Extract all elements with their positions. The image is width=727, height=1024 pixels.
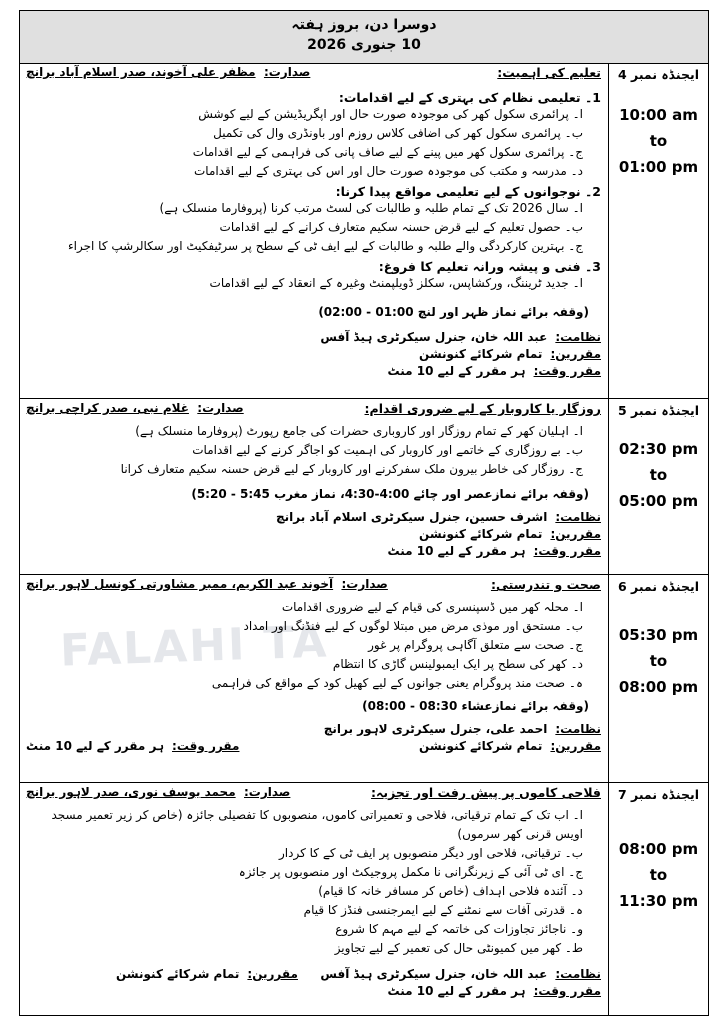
speaker-time-label: مقرر وقت:	[533, 984, 601, 998]
speaker-time-value: ہر مقرر کے لیے 10 منٹ	[387, 984, 526, 998]
list-item: ا۔ اب تک کے تمام ترقیاتی، فلاحی و تعمیراتی کاموں، منصوبوں کا تفصیلی جائزہ (خاص کر زیر تعمیر مسجد اویس قرنی کھر سرموں)	[51, 808, 583, 841]
list-item: ہ۔ صحت مند پروگرام یعنی جوانوں کے لیے کھیل کود کے مواقع کی فراہمی	[211, 676, 583, 690]
time-start: 10:00 am	[619, 106, 698, 124]
time-to: to	[649, 132, 668, 150]
time-column	[608, 575, 708, 782]
agenda-content	[20, 399, 607, 574]
time-start: 02:30 pm	[618, 440, 699, 458]
section-title: 2۔ نوجوانوں کے لیے تعلیمی مواقع پیدا کرنا:	[335, 184, 601, 199]
day-date: 10 جنوری 2026	[307, 37, 421, 53]
presidency-label: صدارت:	[244, 785, 291, 799]
list-item: ج۔ روزگار کی خاطر بیرون ملک سفرکرنے اور کاروبار کے لیے قرض حسنہ سکیم متعارف کرانا	[120, 462, 583, 476]
time-end: 11:30 pm	[618, 892, 699, 910]
time-column	[608, 783, 708, 1015]
moderator-label: نظامت:	[555, 722, 601, 736]
list-item: ج۔ بہترین کارکردگی والے طلبہ و طالبات کے لیے ایف ٹی کے سطح پر سرٹیفکیٹ اور سکالرشپ کا اجراء	[68, 239, 583, 253]
list-item: ا۔ محلہ کھر میں ڈسپنسری کی قیام کے لیے ضروری اقدامات	[281, 600, 583, 614]
speaker-time-label: مقرر وقت:	[533, 364, 601, 378]
list-item: ب۔ ترقیاتی، فلاحی اور دیگر منصوبوں پر ایف ٹی کے کا کردار	[279, 846, 583, 860]
list-item: د۔ مدرسہ و مکتب کی موجودہ صورت حال اور اس کی بہتری کے لیے اقدامات	[193, 164, 583, 178]
agenda-number: ایجنڈہ نمبر 4	[618, 67, 699, 82]
speaker-time-label: مقرر وقت:	[533, 544, 601, 558]
agenda-number: ایجنڈہ نمبر 7	[618, 787, 699, 802]
list-item: ا۔ اہلیان کھر کے تمام روزگار اور کاروباری حضرات کی جامع رپورٹ (پروفارما منسلک ہے)	[135, 424, 583, 438]
presidency-label: صدارت:	[197, 401, 244, 415]
agenda-topic: صحت و تندرستی:	[490, 577, 601, 592]
moderator	[26, 509, 601, 526]
speakers-label: مقررین:	[550, 739, 601, 753]
speakers-value: تمام شرکائے کنونشن	[419, 739, 543, 753]
presidency-label: صدارت:	[341, 577, 388, 591]
presidency	[26, 785, 290, 799]
speakers-label: مقررین:	[247, 967, 298, 981]
speaker-time-value: ہر مقرر کے لیے 10 منٹ	[387, 544, 526, 558]
speakers	[26, 346, 601, 363]
agenda-number: ایجنڈہ نمبر 5	[618, 403, 699, 418]
time-end: 08:00 pm	[618, 678, 699, 696]
moderator-label: نظامت:	[555, 510, 601, 524]
list-item: ط۔ کھر میں کمیونٹی حال کی تعمیر کے لیے تجاویز	[334, 941, 583, 955]
agenda-row-4	[20, 63, 708, 399]
speaker-time-value: ہر مقرر کے لیے 10 منٹ	[387, 364, 526, 378]
list-item: ا۔ پرائمری سکول کھر کی موجودہ صورت حال اور اپگریڈیشن کے لیے کوشش	[198, 107, 583, 121]
time-column	[608, 399, 708, 574]
break-note: (وقفہ برائے نمازعشاء 08:30 - 08:00)	[362, 699, 589, 713]
speaker-time-label: مقرر وقت:	[172, 739, 240, 753]
list-item: ب۔ پرائمری سکول کھر کی اضافی کلاس روزم اور باونڈری وال کی تکمیل	[213, 126, 583, 140]
presidency-value: محمد یوسف نوری، صدر لاہور برانچ	[26, 785, 236, 799]
presidency	[26, 577, 388, 591]
speakers	[116, 966, 298, 983]
list-item: ا۔ جدید ٹریننگ، ورکشاپس، سکلز ڈویلپمنٹ وغیرہ کے انعقاد کے لیے اقدامات	[209, 276, 583, 290]
day-header	[20, 11, 708, 64]
moderator	[26, 329, 601, 346]
list-item: ب۔ مستحق اور موذی مرض میں مبتلا لوگوں کے لیے فنڈنگ اور امداد	[243, 619, 583, 633]
presidency-label: صدارت:	[263, 65, 311, 79]
time-end: 01:00 pm	[618, 158, 699, 176]
speakers-value: تمام شرکائے کنونشن	[419, 347, 543, 361]
speakers-label: مقررین:	[550, 347, 601, 361]
time-to: to	[649, 466, 668, 484]
list-item: د۔ کھر کی سطح پر ایک ایمبولینس گاڑی کا انتظام	[332, 657, 583, 671]
break-note: (وقفہ برائے نماز ظہر اور لنچ 01:00 - 02:00)	[318, 305, 589, 319]
list-item: ج۔ ای ٹی آئی کے زیرنگرانی نا مکمل پروجیکٹ اور منصوبوں پر جائزہ	[238, 865, 583, 879]
list-item: و۔ ناجائز تجاوزات کی خاتمہ کے لیے مہم کا شروع	[335, 922, 583, 936]
moderator-value: عبد اللہ خان، جنرل سیکرٹری ہیڈ آفس	[320, 967, 548, 981]
break-note: (وقفہ برائے نمازعصر اور چائے 4:00-4:30، نماز مغرب 5:45 - 5:20)	[191, 487, 589, 501]
presidency	[26, 65, 310, 79]
time-column	[608, 63, 708, 398]
day-title: دوسرا دن، بروز ہفتہ	[291, 17, 437, 33]
speakers-value: تمام شرکائے کنونشن	[419, 527, 543, 541]
list-item: ج۔ پرائمری سکول کھر میں پینے کے لیے صاف پانی کی فراہمی کے لیے اقدامات	[192, 145, 583, 159]
speakers-label: مقررین:	[550, 527, 601, 541]
agenda-topic: فلاحی کاموں پر پیش رفت اور تجزیہ:	[371, 785, 601, 800]
speaker-time	[26, 543, 601, 560]
agenda-row-5	[20, 399, 708, 575]
agenda-content	[20, 783, 607, 1015]
speaker-time	[26, 363, 601, 380]
speaker-time-value: ہر مقرر کے لیے 10 منٹ	[26, 739, 165, 753]
time-start: 05:30 pm	[618, 626, 699, 644]
time-start: 08:00 pm	[618, 840, 699, 858]
presidency	[26, 401, 244, 415]
presidency-value: مظفر علی آخوند، صدر اسلام آباد برانچ	[26, 65, 256, 79]
section-title: 1۔ تعلیمی نظام کی بہتری کے لیے اقدامات:	[338, 90, 601, 105]
time-to: to	[649, 866, 668, 884]
presidency-value: غلام نبی، صدر کراچی برانچ	[26, 401, 189, 415]
agenda-document	[19, 10, 709, 1016]
agenda-content	[20, 63, 607, 398]
moderator-value: احمد علی، جنرل سیکرٹری لاہور برانچ	[323, 722, 548, 736]
section-title: 3۔ فنی و پیشہ ورانہ تعلیم کا فروغ:	[378, 259, 601, 274]
agenda-row-7	[20, 783, 708, 1015]
speakers-value: تمام شرکائے کنونشن	[116, 967, 240, 981]
list-item: ہ۔ قدرتی آفات سے نمٹنے کے لیے ایمرجنسی فنڈز کا قیام	[303, 903, 583, 917]
presidency-value: آخوند عبد الکریم، ممبر مشاورتی کونسل لاہور برانچ	[26, 577, 334, 591]
time-end: 05:00 pm	[618, 492, 699, 510]
list-item: ا۔ سال 2026 تک کے تمام طلبہ و طالبات کی لسٹ مرتب کرنا (پروفارما منسلک ہے)	[159, 201, 583, 215]
list-item: ب۔ بے روزگاری کے خاتمے اور کاروبار کی اہمیت کو اجاگر کرنے کے لیے اقدامات	[192, 443, 583, 457]
agenda-topic: تعلیم کی اہمیت:	[497, 65, 601, 80]
moderator-value: عبد اللہ خان، جنرل سیکرٹری ہیڈ آفس	[320, 330, 548, 344]
list-item: ب۔ حصول تعلیم کے لیے قرض حسنہ سکیم متعارف کرانے کے لیے اقدامات	[219, 220, 583, 234]
agenda-content	[20, 575, 607, 782]
list-item: د۔ آئندہ فلاحی اہداف (خاص کر مسافر خانہ کا قیام)	[318, 884, 583, 898]
agenda-row-6	[20, 575, 708, 783]
speakers	[26, 526, 601, 543]
moderator	[26, 966, 601, 983]
agenda-number: ایجنڈہ نمبر 6	[618, 579, 699, 594]
watermark: FALAHI TA	[59, 616, 330, 677]
moderator	[26, 721, 601, 738]
time-to: to	[649, 652, 668, 670]
speaker-time	[26, 983, 601, 1000]
list-item: ج۔ صحت سے متعلق آگاہی پروگرام پر غور	[368, 638, 583, 652]
moderator-label: نظامت:	[555, 967, 601, 981]
agenda-topic: روزگار یا کاروبار کے لیے ضروری اقدام:	[364, 401, 601, 416]
moderator-label: نظامت:	[555, 330, 601, 344]
moderator-value: اشرف حسین، جنرل سیکرٹری اسلام آباد برانچ	[275, 510, 548, 524]
